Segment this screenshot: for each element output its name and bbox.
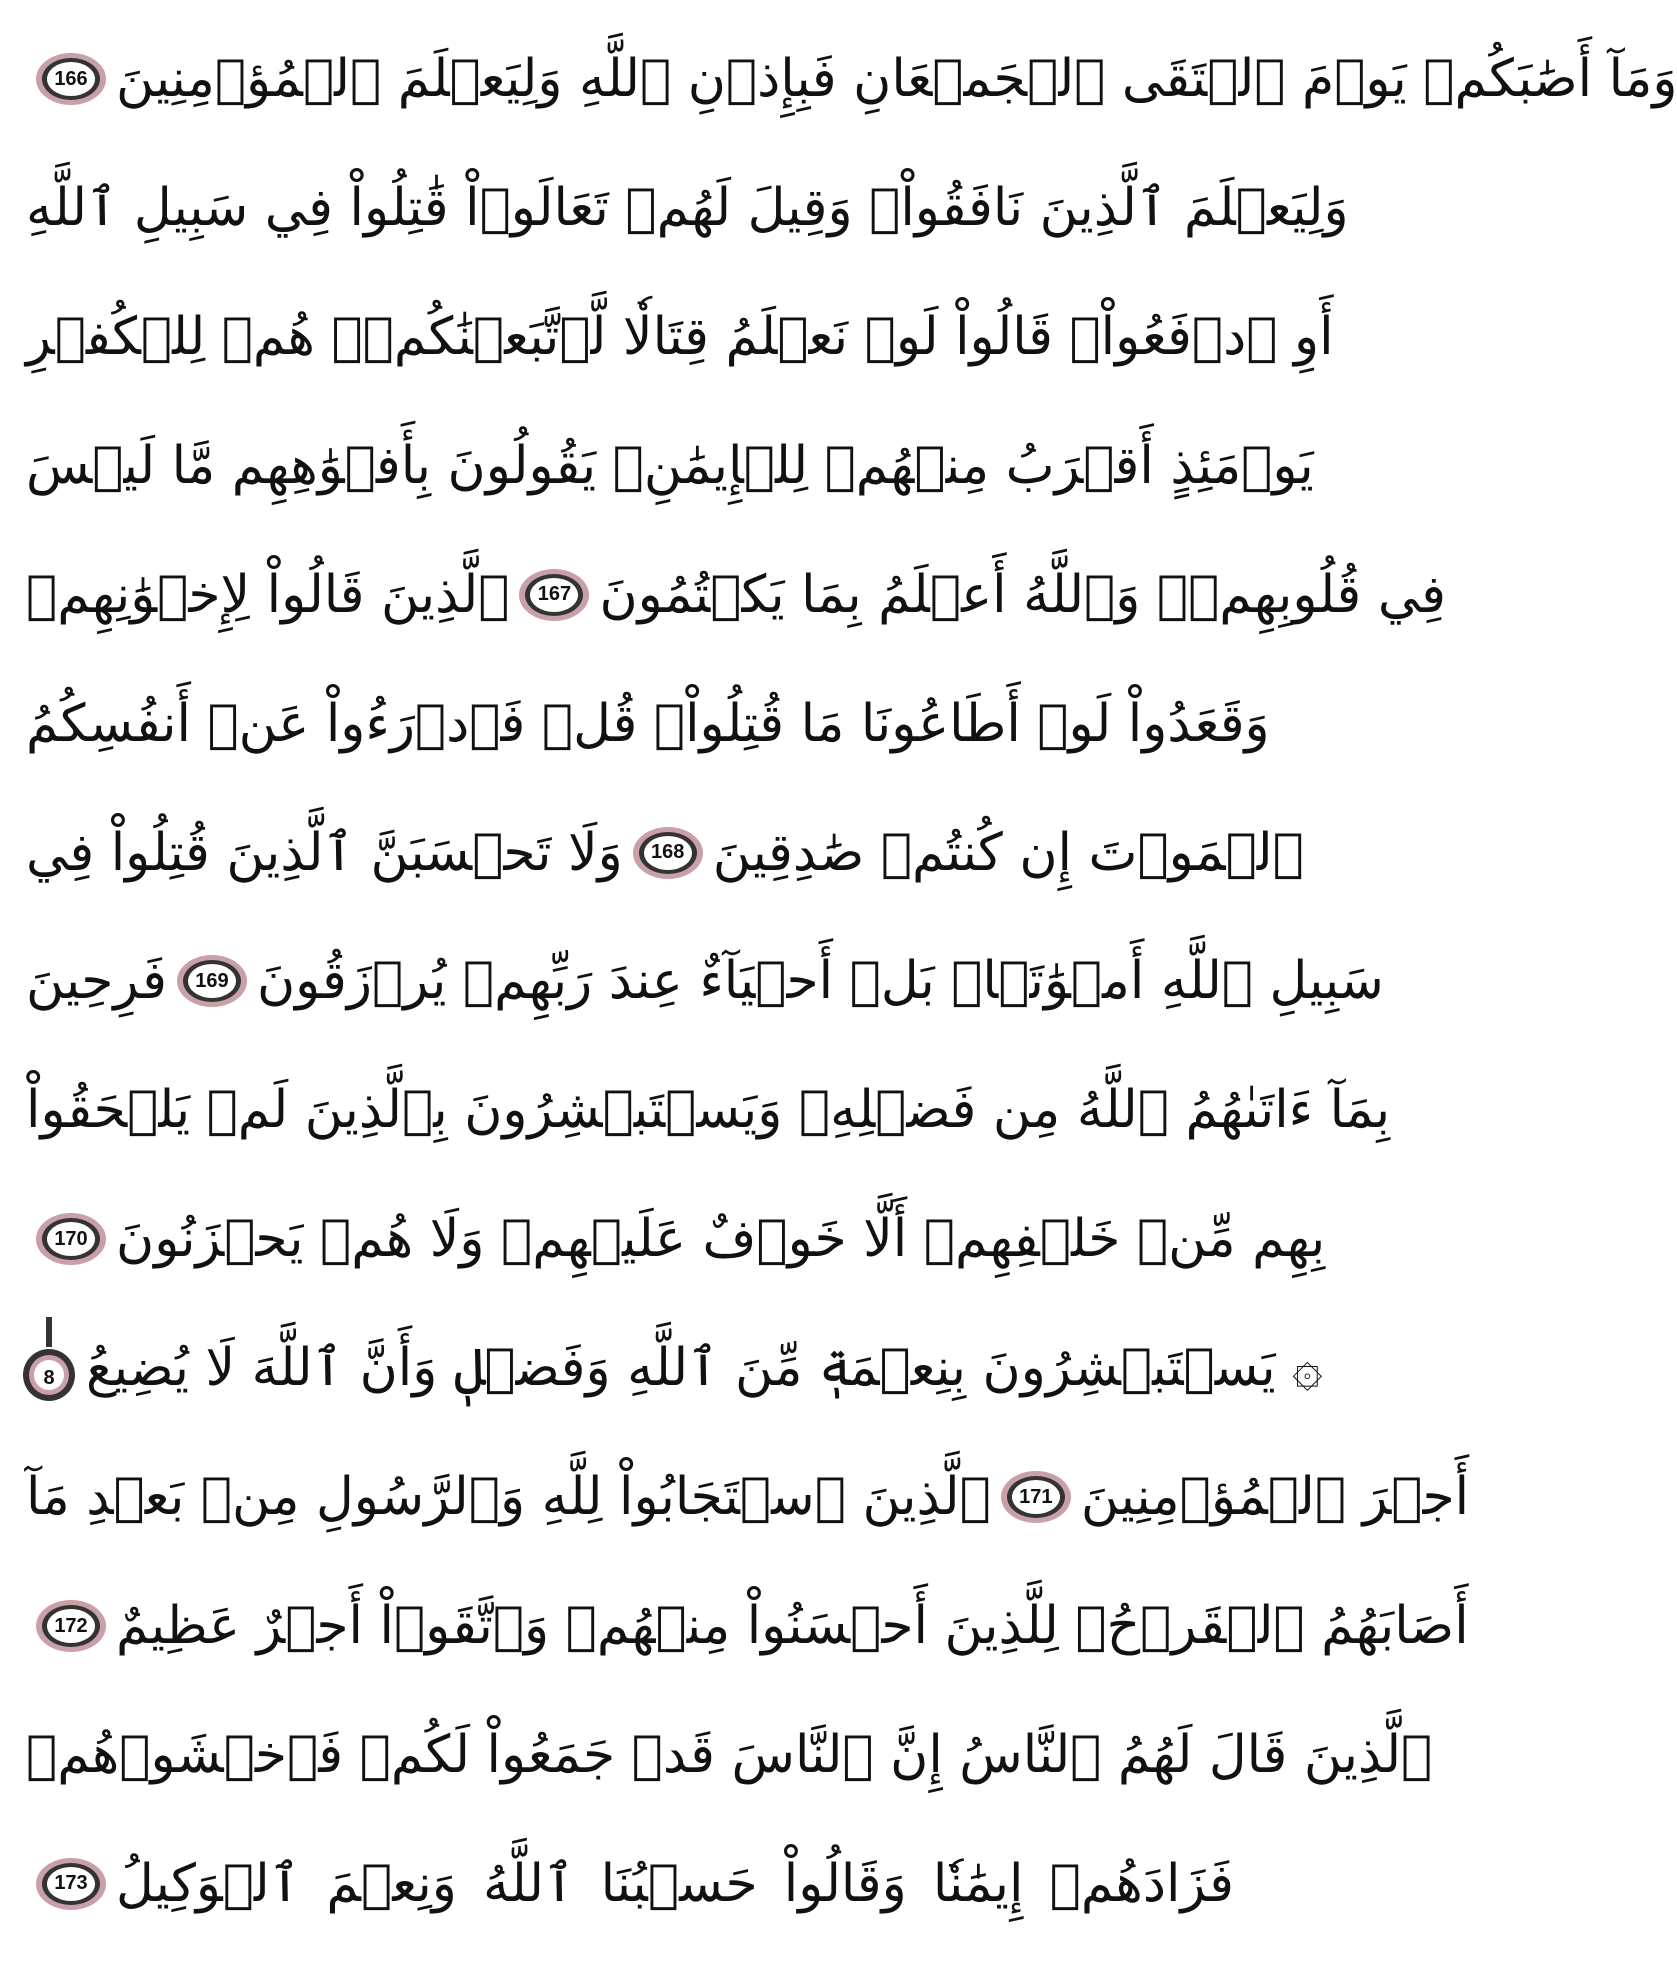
verse-text: أَوِ ٱدۡفَعُواْۖ قَالُواْ لَوۡ نَعۡلَمُ قِتَالٗا لَّٱتَّبَعۡنَٰكُمۡۗ هُمۡ لِلۡكُفۡرِ [26,306,1334,367]
ayah-number-marker [34,1598,108,1654]
ayah-number: 171 [1019,1485,1053,1508]
text-line-9 [26,1049,1391,1171]
text-line-15 [26,1823,1234,1945]
verse-text: ٱلۡمَوۡتَ إِن كُنتُمۡ صَٰدِقِينَ [712,822,1304,883]
text-line-7 [26,792,1304,914]
ayah-number-marker [34,1856,108,1912]
verse-text: فَزَادَهُمۡ إِيمَٰنٗا وَقَالُواْ حَسۡبُنَا ٱللَّهُ وَنِعۡمَ ٱلۡوَكِيلُ [116,1853,1234,1914]
ayah-number-marker [631,825,705,881]
ayah-number-marker [34,1211,108,1267]
text-line-5 [26,534,1447,656]
hizb-rosette-icon [20,1315,78,1415]
ayah-number-marker [517,567,591,623]
text-line-11 [26,1307,1323,1429]
ayah-number-marker [34,51,108,107]
ayah-number: 173 [54,1872,88,1895]
text-line-1 [26,18,1677,140]
ayah-number: 170 [54,1227,88,1250]
verse-text-after: فَرِحِينَ [26,951,167,1012]
ayah-number: 169 [195,969,229,992]
hizb-marker [20,1315,78,1415]
verse-text: يَوۡمَئِذٍ أَقۡرَبُ مِنۡهُمۡ لِلۡإِيمَٰنِۚ يَقُولُونَ بِأَفۡوَٰهِهِم مَّا لَيۡسَ [26,435,1314,496]
text-line-6 [26,663,1270,785]
text-line-8 [26,920,1384,1042]
verse-text: أَجۡرَ ٱلۡمُؤۡمِنِينَ [1080,1467,1470,1528]
verse-text: بِمَآ ءَاتَىٰهُمُ ٱللَّهُ مِن فَضۡلِهِۦ وَيَسۡتَبۡشِرُونَ بِٱلَّذِينَ لَمۡ يَلۡحَقُواْ [26,1080,1391,1141]
hizb-number: 8 [43,1367,55,1390]
verse-text-after: وَلَا تَحۡسَبَنَّ ٱلَّذِينَ قُتِلُواْ فِي [26,822,623,883]
ayah-number: 167 [537,583,572,606]
text-line-4 [26,405,1314,527]
verse-text: وَلِيَعۡلَمَ ٱلَّذِينَ نَافَقُواْۚ وَقِيلَ لَهُمۡ تَعَالَوۡاْ قَٰتِلُواْ فِي سَبِيلِ ٱللَّهِ [26,177,1349,238]
ayah-number: 168 [651,841,685,864]
text-line-14 [26,1694,1433,1816]
verse-text: فِي قُلُوبِهِمۡۚ وَٱللَّهُ أَعۡلَمُ بِمَا يَكۡتُمُونَ [599,564,1447,625]
verse-text-after: ٱلَّذِينَ ٱسۡتَجَابُواْ لِلَّهِ وَٱلرَّسُولِ مِنۢ بَعۡدِ مَآ [26,1467,991,1528]
text-line-12 [26,1436,1470,1558]
text-line-13 [26,1565,1469,1687]
verse-text: أَصَابَهُمُ ٱلۡقَرۡحُۚ لِلَّذِينَ أَحۡسَنُواْ مِنۡهُمۡ وَٱتَّقَوۡاْ أَجۡرٌ عَظِيمٌ [116,1596,1469,1657]
verse-text: بِهِم مِّنۡ خَلۡفِهِمۡ أَلَّا خَوۡفٌ عَلَيۡهِمۡ وَلَا هُمۡ يَحۡزَنُونَ [116,1209,1326,1270]
verse-text: ٱلَّذِينَ قَالَ لَهُمُ ٱلنَّاسُ إِنَّ ٱلنَّاسَ قَدۡ جَمَعُواْ لَكُمۡ فَٱخۡشَوۡهُمۡ [26,1724,1433,1785]
ayah-number-marker [175,953,249,1009]
verse-text-after: ٱلَّذِينَ قَالُواْ لِإِخۡوَٰنِهِمۡ [26,564,510,625]
text-line-2 [26,147,1349,269]
verse-text: وَمَآ أَصَٰبَكُمۡ يَوۡمَ ٱلۡتَقَى ٱلۡجَمۡعَانِ فَبِإِذۡنِ ٱللَّهِ وَلِيَعۡلَمَ ٱلۡمُؤۡمِنِينَ [116,49,1677,109]
verse-text: سَبِيلِ ٱللَّهِ أَمۡوَٰتَۢاۚ بَلۡ أَحۡيَآءٌ عِندَ رَبِّهِمۡ يُرۡزَقُونَ [256,951,1384,1012]
verse-text: ۞ يَسۡتَبۡشِرُونَ بِنِعۡمَةٖ مِّنَ ٱللَّهِ وَفَضۡلٖ وَأَنَّ ٱللَّهَ لَا يُضِيعُ [86,1338,1323,1399]
text-line-3 [26,276,1334,398]
ayah-number: 172 [54,1614,88,1637]
verse-text: وَقَعَدُواْ لَوۡ أَطَاعُونَا مَا قُتِلُواْۗ قُلۡ فَٱدۡرَءُواْ عَنۡ أَنفُسِكُمُ [26,693,1270,754]
ayah-number: 166 [54,67,88,90]
ayah-number-marker [999,1469,1073,1525]
text-line-10 [26,1178,1326,1300]
